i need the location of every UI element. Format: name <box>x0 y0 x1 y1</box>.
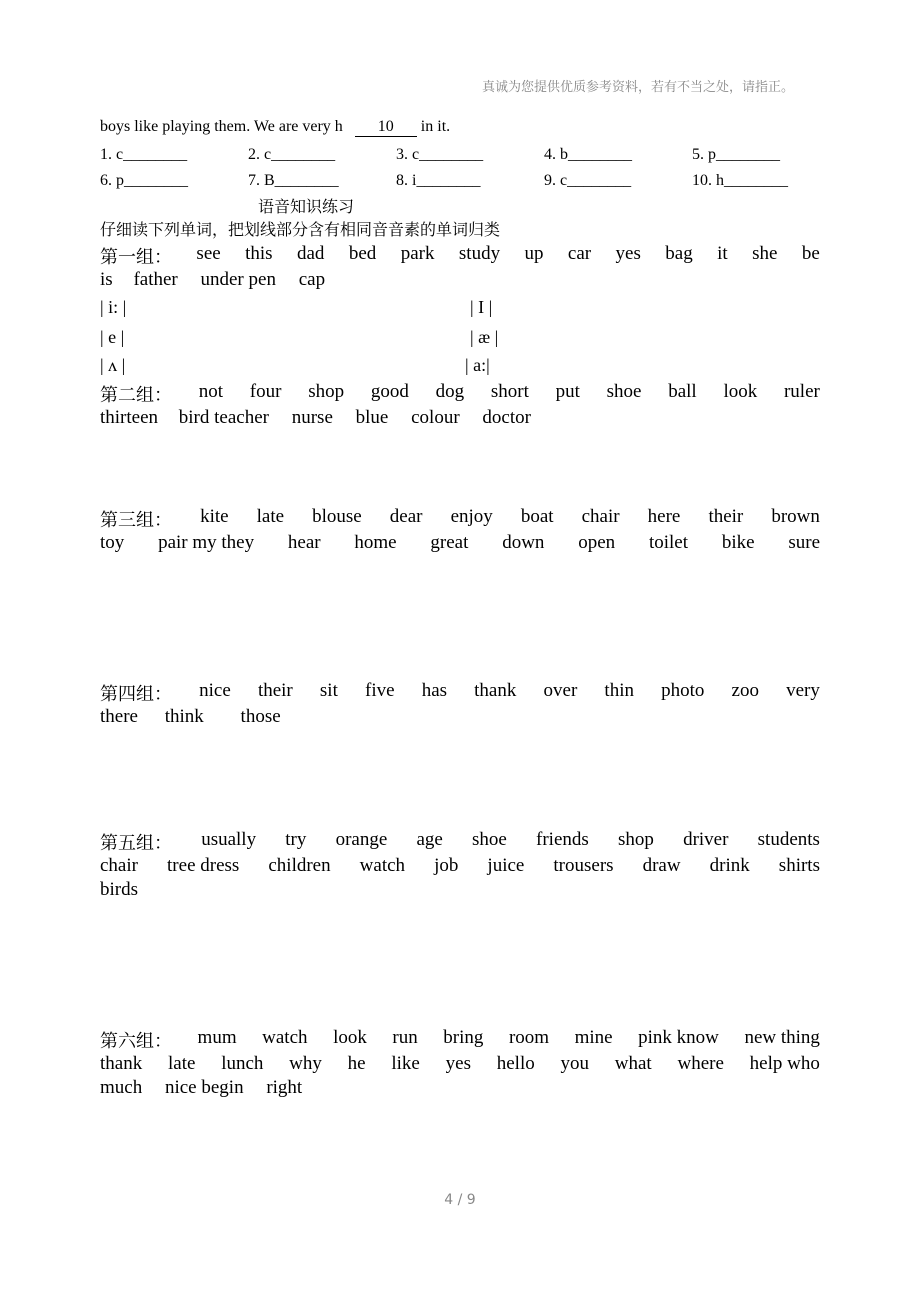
word: very <box>786 680 820 701</box>
word: lunch <box>221 1053 264 1074</box>
phonetic-symbol: | æ | <box>470 327 499 347</box>
word: age <box>416 829 443 850</box>
word: thank <box>474 680 517 701</box>
word: much <box>100 1077 143 1098</box>
word: cap <box>298 269 326 290</box>
group-line <box>100 269 325 291</box>
word: blue <box>355 407 389 428</box>
word: yes <box>615 243 641 264</box>
word: brown <box>771 506 820 527</box>
page-number: 4 / 9 <box>444 1192 476 1208</box>
phonetic-symbol: | ʌ | <box>100 355 126 375</box>
word: zoo <box>731 680 759 701</box>
word: toilet <box>648 532 689 553</box>
answer-item: 8. i________ <box>396 172 481 189</box>
word: shop <box>617 829 654 850</box>
word: shoe <box>606 381 642 402</box>
group-label: 第四组： <box>100 684 172 705</box>
group-label: 第二组： <box>100 385 172 406</box>
word: bed <box>348 243 377 264</box>
word: open <box>578 532 616 553</box>
cloze-prefix: boys like playing them. We are very h <box>100 118 343 135</box>
word: watch <box>359 855 406 876</box>
word: bike <box>721 532 755 553</box>
word: pair my they <box>158 532 255 553</box>
word: right <box>266 1077 303 1098</box>
word: car <box>567 243 592 264</box>
word: sure <box>788 532 820 553</box>
group-line <box>100 680 820 706</box>
word: it <box>717 243 728 264</box>
word: children <box>268 855 331 876</box>
group-line <box>100 1077 302 1099</box>
instruction: 仔细读下列单词，把划线部分含有相同音音素的单词归类 <box>100 220 501 239</box>
word: watch <box>262 1027 308 1048</box>
word: boat <box>520 506 554 527</box>
word: be <box>801 243 820 264</box>
word: job <box>434 855 459 876</box>
answer-item: 4. b________ <box>544 146 632 163</box>
cloze-suffix: in it. <box>420 118 451 135</box>
word: orange <box>335 829 388 850</box>
word: look <box>333 1027 367 1048</box>
word: this <box>245 243 273 264</box>
cloze-line <box>100 118 450 137</box>
answer-item: 7. B________ <box>248 172 339 189</box>
word: dad <box>296 243 325 264</box>
word: you <box>560 1053 589 1074</box>
word: think <box>164 706 204 727</box>
word: dog <box>435 381 465 402</box>
word: tree dress <box>167 855 240 876</box>
word: great <box>430 532 469 553</box>
word: kite <box>200 506 229 527</box>
phonetic-symbol: | a:| <box>465 355 490 375</box>
word: four <box>249 381 282 402</box>
word: late <box>256 506 285 527</box>
group-label: 第三组： <box>100 510 172 531</box>
word: down <box>502 532 545 553</box>
phonetic-symbol: | i: | <box>100 297 127 317</box>
word: doctor <box>482 407 531 428</box>
word: put <box>555 381 580 402</box>
word: juice <box>487 855 525 876</box>
word: home <box>354 532 397 553</box>
word: try <box>285 829 307 850</box>
word: late <box>167 1053 196 1074</box>
group-line <box>100 532 820 554</box>
word: trousers <box>553 855 614 876</box>
word: bird teacher <box>178 407 269 428</box>
word: mine <box>574 1027 613 1048</box>
word: like <box>391 1053 420 1074</box>
word: nice begin <box>164 1077 244 1098</box>
word: study <box>458 243 501 264</box>
word: room <box>508 1027 550 1048</box>
answer-item: 9. c________ <box>544 172 632 189</box>
word: ball <box>668 381 697 402</box>
group-label: 第五组： <box>100 833 172 854</box>
group-line <box>100 1027 820 1053</box>
group-line <box>100 243 820 269</box>
answer-item: 2. c________ <box>248 146 336 163</box>
group-line <box>100 381 820 407</box>
word: draw <box>642 855 681 876</box>
section-title: 语音知识练习 <box>258 197 355 216</box>
word: those <box>240 706 281 727</box>
word: help who <box>749 1053 820 1074</box>
group-line <box>100 855 820 877</box>
word: not <box>198 381 224 402</box>
word: up <box>524 243 544 264</box>
word: yes <box>445 1053 471 1074</box>
word: five <box>365 680 395 701</box>
word: students <box>757 829 820 850</box>
word: new thing <box>744 1027 820 1048</box>
group-line <box>100 829 820 855</box>
word: sit <box>319 680 338 701</box>
word: usually <box>201 829 257 850</box>
group-line <box>100 706 281 728</box>
word: she <box>752 243 778 264</box>
cloze-blank: 10 <box>355 118 417 137</box>
word: shoe <box>472 829 507 850</box>
word: blouse <box>312 506 362 527</box>
word: good <box>370 381 409 402</box>
word: there <box>100 706 138 727</box>
word: under pen <box>200 269 276 290</box>
answer-item: 6. p________ <box>100 172 188 189</box>
word: ruler <box>783 381 820 402</box>
word: run <box>392 1027 418 1048</box>
word: what <box>614 1053 652 1074</box>
word: photo <box>661 680 705 701</box>
word: their <box>257 680 293 701</box>
word: pink know <box>638 1027 719 1048</box>
word: nice <box>199 680 231 701</box>
word: birds <box>100 879 138 900</box>
word: friends <box>536 829 589 850</box>
word: enjoy <box>450 506 493 527</box>
word: chair <box>581 506 620 527</box>
word: why <box>289 1053 322 1074</box>
word: hear <box>287 532 321 553</box>
word: their <box>708 506 744 527</box>
word: colour <box>411 407 460 428</box>
word: look <box>723 381 758 402</box>
word: he <box>347 1053 366 1074</box>
word: here <box>647 506 681 527</box>
phonetic-symbol: | e | <box>100 327 125 347</box>
group-label: 第一组： <box>100 247 172 268</box>
word: bag <box>665 243 693 264</box>
answer-item: 10. h________ <box>692 172 788 189</box>
word: chair <box>100 855 138 876</box>
word: thank <box>100 1053 143 1074</box>
header-note: 真诚为您提供优质参考资料，若有不当之处，请指正。 <box>482 80 795 95</box>
group-line <box>100 506 820 532</box>
word: thirteen <box>100 407 159 428</box>
group-label: 第六组： <box>100 1031 172 1052</box>
group-line <box>100 407 531 429</box>
word: thin <box>604 680 634 701</box>
word: park <box>400 243 435 264</box>
word: bring <box>443 1027 484 1048</box>
word: mum <box>197 1027 237 1048</box>
answer-item: 3. c________ <box>396 146 484 163</box>
word: driver <box>683 829 729 850</box>
word: has <box>421 680 448 701</box>
answer-item: 5. p________ <box>692 146 780 163</box>
group-line <box>100 879 138 901</box>
word: is <box>100 269 113 290</box>
word: over <box>543 680 578 701</box>
word: drink <box>709 855 750 876</box>
word: short <box>490 381 529 402</box>
word: dear <box>389 506 423 527</box>
word: toy <box>100 532 125 553</box>
answer-item: 1. c________ <box>100 146 188 163</box>
group-line <box>100 1053 820 1075</box>
word: shirts <box>778 855 820 876</box>
word: nurse <box>291 407 333 428</box>
word: father <box>133 269 178 290</box>
word: where <box>677 1053 724 1074</box>
word: hello <box>496 1053 535 1074</box>
word: see <box>196 243 221 264</box>
word: shop <box>308 381 345 402</box>
phonetic-symbol: | I | <box>470 297 493 317</box>
